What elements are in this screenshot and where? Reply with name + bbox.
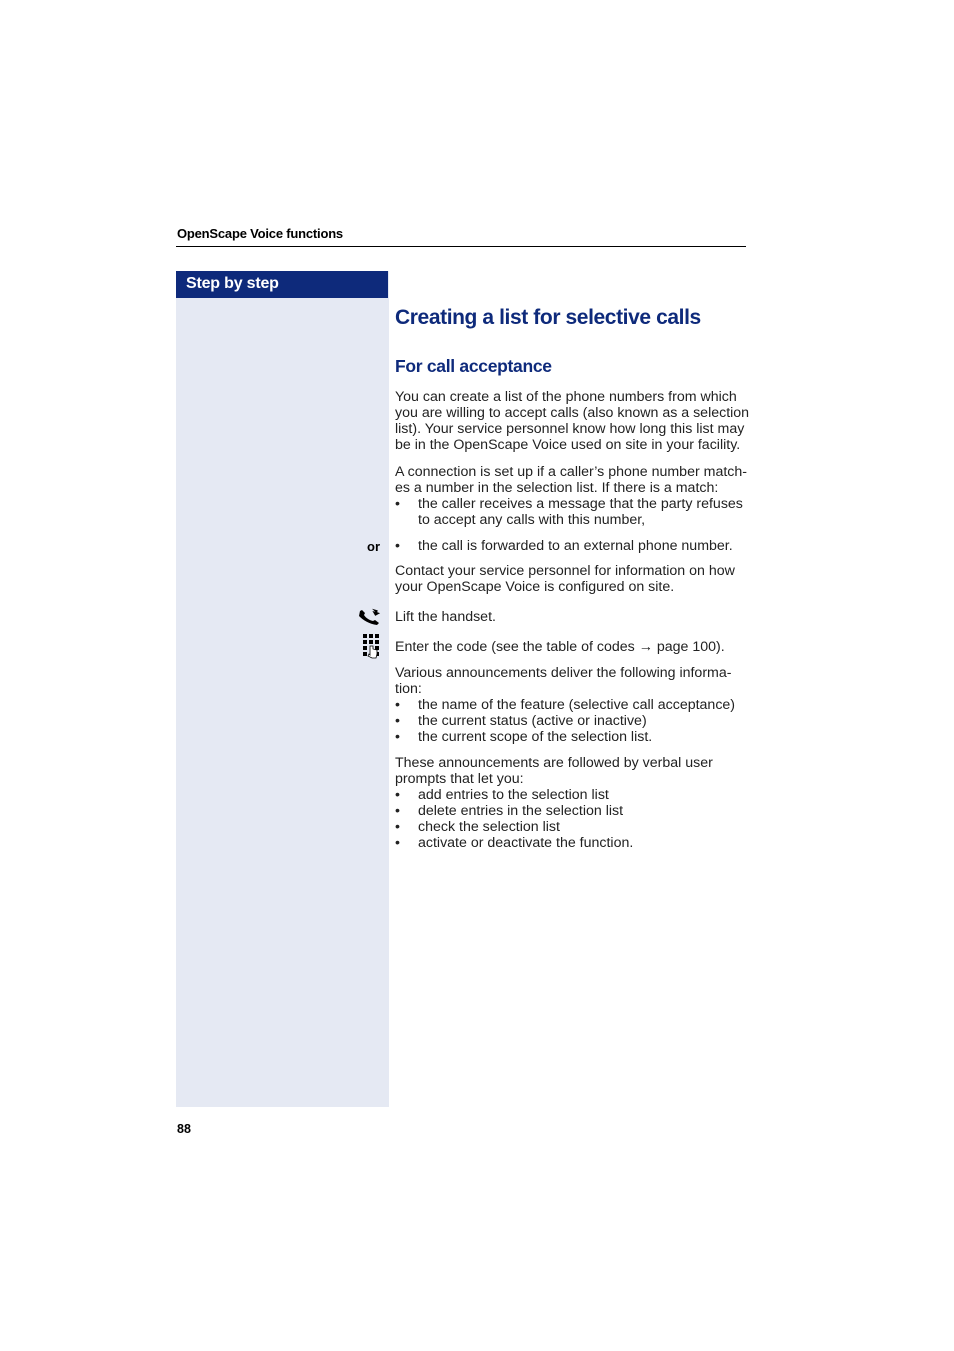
prompt-list	[395, 787, 751, 851]
page-title: Creating a list for selective calls	[395, 306, 701, 329]
prompts-paragraph	[395, 755, 751, 851]
step-text: Lift the handset.	[395, 609, 496, 625]
handset-lift-icon	[357, 608, 383, 628]
list-item	[395, 496, 751, 528]
list-item: • check the selection list	[395, 819, 751, 835]
step-enter-code	[395, 639, 751, 655]
connection-line: es a number in the selection list. If there is a match:	[395, 480, 719, 496]
intro-line: You can create a list of the phone numbers from which	[395, 389, 737, 405]
connection-alternative	[395, 538, 751, 554]
contact-line: Contact your service personnel for information on how	[395, 563, 735, 579]
connection-paragraph	[395, 464, 751, 528]
header-rule	[176, 246, 746, 247]
keypad-icon	[362, 633, 382, 659]
or-label: or	[367, 539, 380, 554]
list-item: • the current status (active or inactive)	[395, 713, 751, 729]
connection-line: A connection is set up if a caller’s phone number match-	[395, 464, 747, 480]
connection-alt-list	[395, 538, 751, 554]
intro-line: you are willing to accept calls (also known as a selection	[395, 405, 750, 421]
announcement-list	[395, 697, 751, 745]
connection-list	[395, 496, 751, 528]
list-item: • the call is forwarded to an external phone number.	[395, 538, 751, 554]
step-lift-handset	[395, 609, 751, 625]
section-title: For call acceptance	[395, 356, 552, 376]
step-by-step-column	[176, 271, 389, 1107]
contact-line: your OpenScape Voice is configured on site.	[395, 579, 675, 595]
list-item: • delete entries in the selection list	[395, 803, 751, 819]
contact-paragraph	[395, 563, 751, 595]
list-item-line: the caller receives a message that the party refuses	[418, 496, 743, 512]
list-item: • the name of the feature (selective call acceptance)	[395, 697, 751, 713]
list-item: • the current scope of the selection list.	[395, 729, 751, 745]
step-text: Enter the code (see the table of codes → page 100).	[395, 639, 725, 655]
announcements-line: Various announcements deliver the following informa-	[395, 665, 732, 681]
running-head: OpenScape Voice functions	[177, 226, 343, 241]
announcements-line: tion:	[395, 681, 422, 697]
prompts-line: prompts that let you:	[395, 771, 524, 787]
list-item: • add entries to the selection list	[395, 787, 751, 803]
list-item-line: to accept any calls with this number,	[418, 512, 646, 528]
step-by-step-title: Step by step	[176, 271, 388, 298]
announcements-paragraph	[395, 665, 751, 745]
intro-paragraph	[395, 389, 751, 453]
page-number: 88	[177, 1122, 191, 1136]
intro-line: list). Your service personnel know how long this list may	[395, 421, 745, 437]
list-item: • activate or deactivate the function.	[395, 835, 751, 851]
prompts-line: These announcements are followed by verbal user	[395, 755, 713, 771]
intro-line: be in the OpenScape Voice used on site in your facility.	[395, 437, 741, 453]
